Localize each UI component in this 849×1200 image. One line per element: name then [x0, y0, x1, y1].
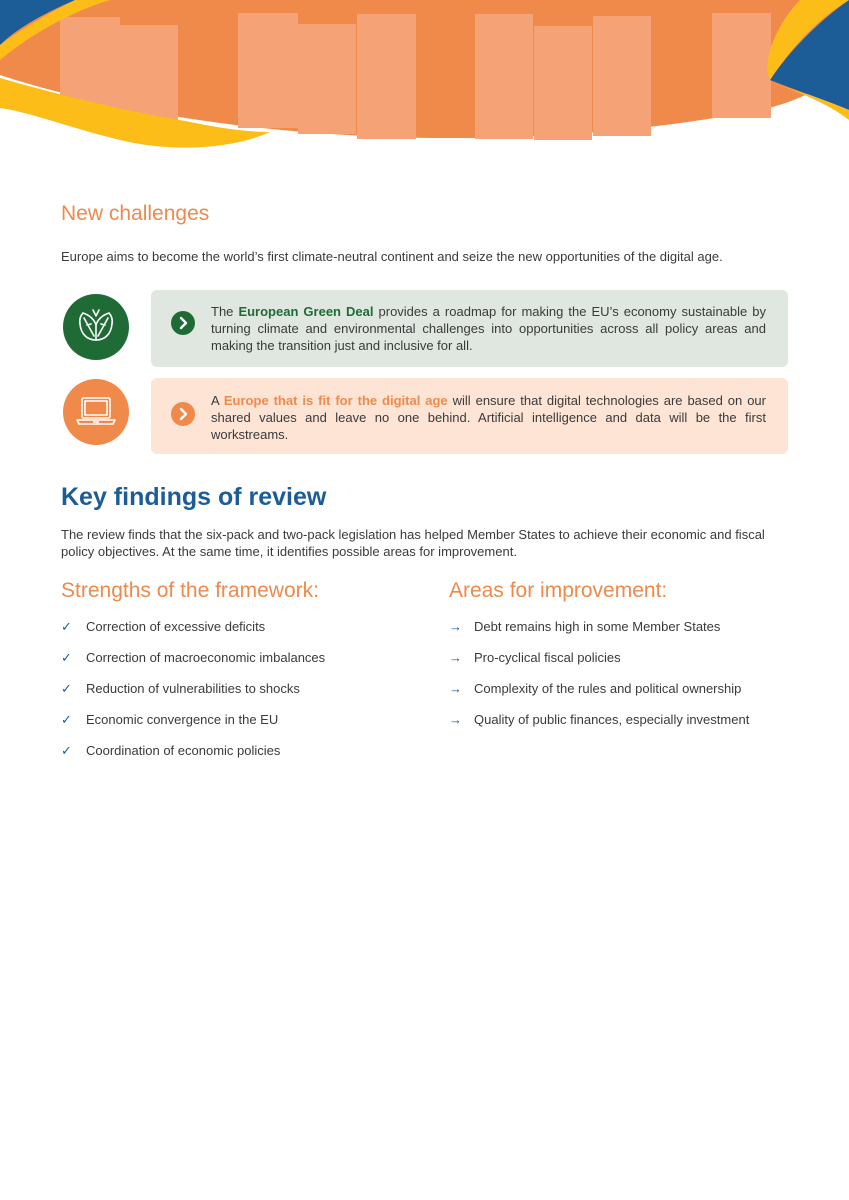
green-deal-box — [151, 290, 788, 367]
key-findings-text: The review finds that the six-pack and two-pack legislation has helped Member States to achieve their economic and fiscal policy objectives. At the same time, it identifies possible areas for improvement. — [61, 527, 765, 559]
strength-label: Reduction of vulnerabilities to shocks — [86, 681, 300, 696]
new-challenges-title: New challenges — [61, 202, 210, 225]
header-banner — [0, 0, 849, 160]
digital-age-text — [211, 392, 766, 443]
digital-age-body: will ensure that digital technologies are based on our shared values and leave no one behind. Artificial intelligence and data will be the first workstreams. — [211, 393, 766, 442]
checkmark-icon: ✓ — [61, 712, 72, 727]
checkmark-icon: ✓ — [61, 650, 72, 665]
improvement-label: Complexity of the rules and political ownership — [474, 681, 742, 696]
arrow-right-icon: → — [449, 681, 462, 696]
checkmark-icon: ✓ — [61, 743, 72, 758]
green-deal-text — [211, 303, 766, 354]
arrow-right-icon: → — [449, 712, 462, 727]
leaves-icon — [63, 294, 129, 360]
digital-age-prefix: A — [211, 393, 224, 408]
key-findings-title: Key findings of review — [61, 483, 327, 511]
list-item — [61, 618, 421, 649]
checkmark-icon: ✓ — [61, 619, 72, 634]
improvement-label: Debt remains high in some Member States — [474, 619, 721, 634]
digital-age-link[interactable]: Europe that is fit for the digital age — [223, 393, 448, 408]
list-item — [449, 618, 809, 649]
strength-label: Coordination of economic policies — [86, 743, 281, 758]
list-item — [449, 711, 809, 742]
checkmark-icon: ✓ — [61, 681, 72, 696]
green-deal-body: provides a roadmap for making the EU’s economy sustainable by turning climate and environmental challenges into opportunities across all policy areas and making the transition just and inclusive for all. — [211, 304, 767, 353]
list-item — [61, 742, 421, 773]
strengths-title: Strengths of the framework: — [61, 579, 319, 602]
strength-label: Correction of macroeconomic imbalances — [86, 650, 326, 665]
list-item — [61, 680, 421, 711]
banner-graphic — [0, 0, 849, 160]
strengths-list — [61, 618, 421, 773]
digital-age-box — [151, 378, 788, 454]
laptop-icon — [63, 379, 129, 445]
list-item — [449, 649, 809, 680]
improvements-list — [449, 618, 809, 742]
improvements-title: Areas for improvement: — [449, 579, 668, 602]
new-challenges-intro: Europe aims to become the world’s first climate-neutral continent and seize the new opportunities of the digital age. — [61, 249, 723, 264]
list-item — [449, 680, 809, 711]
green-deal-prefix: The — [211, 304, 239, 319]
list-item — [61, 649, 421, 680]
chevron-right-icon — [171, 311, 195, 335]
green-deal-link[interactable]: European Green Deal — [238, 304, 374, 319]
improvement-label: Quality of public finances, especially investment — [474, 712, 750, 727]
strength-label: Correction of excessive deficits — [86, 619, 266, 634]
arrow-right-icon: → — [449, 619, 462, 634]
list-item — [61, 711, 421, 742]
arrow-right-icon: → — [449, 650, 462, 665]
chevron-right-icon — [171, 402, 195, 426]
improvement-label: Pro-cyclical fiscal policies — [474, 650, 621, 665]
strength-label: Economic convergence in the EU — [86, 712, 279, 727]
